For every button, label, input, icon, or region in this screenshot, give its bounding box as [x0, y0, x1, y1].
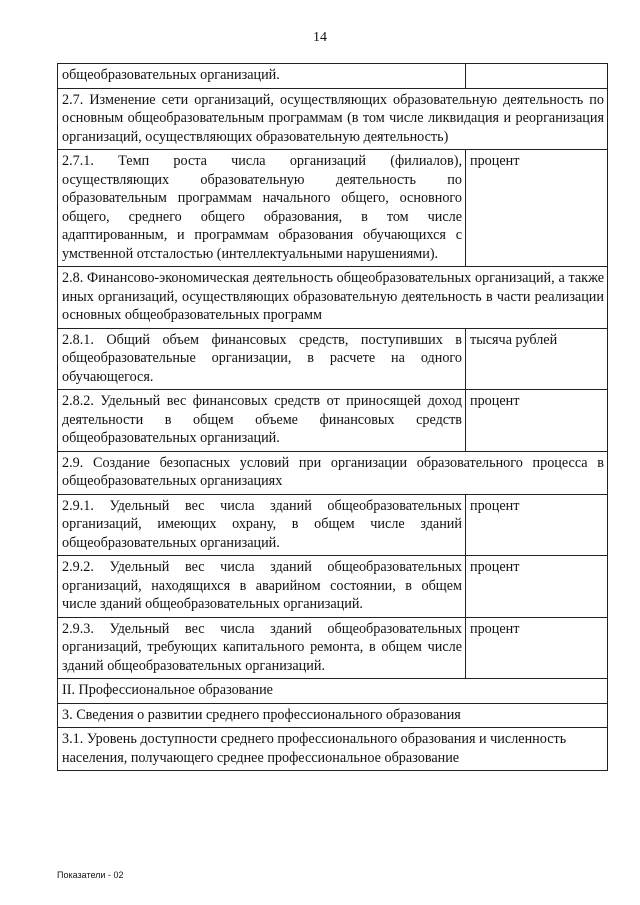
indicator-name: 2.8.1. Общий объем финансовых средств, поступивших в общеобразовательные организации, в расчете на одного обучающегося.	[58, 328, 466, 390]
section-row	[58, 728, 608, 771]
indicator-unit: процент	[466, 390, 608, 452]
indicator-name: 2.9.3. Удельный вес числа зданий общеобразовательных организаций, требующих капитального ремонта, в общем числе зданий общеобразовательных организаций.	[58, 617, 466, 679]
section-title: II. Профессиональное образование	[58, 679, 608, 704]
section-row	[58, 679, 608, 704]
indicator-unit: тысяча рублей	[466, 328, 608, 390]
indicator-unit: процент	[466, 150, 608, 267]
table-row	[58, 390, 608, 452]
indicator-name: 2.8.2. Удельный вес финансовых средств от приносящей доход деятельности в общем объеме финансовых средств общеобразовательных организаций.	[58, 390, 466, 452]
table-row	[58, 328, 608, 390]
section-row	[58, 703, 608, 728]
section-row	[58, 88, 608, 150]
table-row	[58, 617, 608, 679]
table-row	[58, 150, 608, 267]
section-title: 2.9. Создание безопасных условий при организации образовательного процесса в общеобразовательных организациях	[58, 451, 608, 494]
section-title: 2.8. Финансово-экономическая деятельность общеобразовательных организаций, а также иных организаций, осуществляющих образовательную деятельность в части реализации основных общеобразовательных программ	[58, 267, 608, 329]
indicator-unit	[466, 64, 608, 89]
table-row	[58, 494, 608, 556]
section-title: 3.1. Уровень доступности среднего профессионального образования и численность населения, получающего среднее профессиональное образование	[58, 728, 608, 771]
page-number: 14	[313, 30, 327, 45]
indicator-name: общеобразовательных организаций.	[58, 64, 466, 89]
footer-note: Показатели - 02	[57, 870, 124, 880]
section-row	[58, 267, 608, 329]
indicators-table	[57, 63, 608, 771]
section-title: 3. Сведения о развитии среднего профессионального образования	[58, 703, 608, 728]
table-row	[58, 556, 608, 618]
indicator-name: 2.7.1. Темп роста числа организаций (филиалов), осуществляющих образовательную деятельность по образовательным программам начального общего, основного общего, среднего общего образования, в том числе адаптированным, и программам образования обучающихся с умственной отсталостью (интеллектуальными нарушениями).	[58, 150, 466, 267]
indicator-unit: процент	[466, 556, 608, 618]
indicator-name: 2.9.2. Удельный вес числа зданий общеобразовательных организаций, находящихся в аварийном состоянии, в общем числе зданий общеобразовательных организаций.	[58, 556, 466, 618]
section-row	[58, 451, 608, 494]
indicator-unit: процент	[466, 494, 608, 556]
indicator-name: 2.9.1. Удельный вес числа зданий общеобразовательных организаций, имеющих охрану, в общем числе зданий общеобразовательных организаций.	[58, 494, 466, 556]
table-row	[58, 64, 608, 89]
section-title: 2.7. Изменение сети организаций, осуществляющих образовательную деятельность по основным общеобразовательным программам (в том числе ликвидация и реорганизация организаций, осуществляющих образовательную деятельность)	[58, 88, 608, 150]
indicator-unit: процент	[466, 617, 608, 679]
